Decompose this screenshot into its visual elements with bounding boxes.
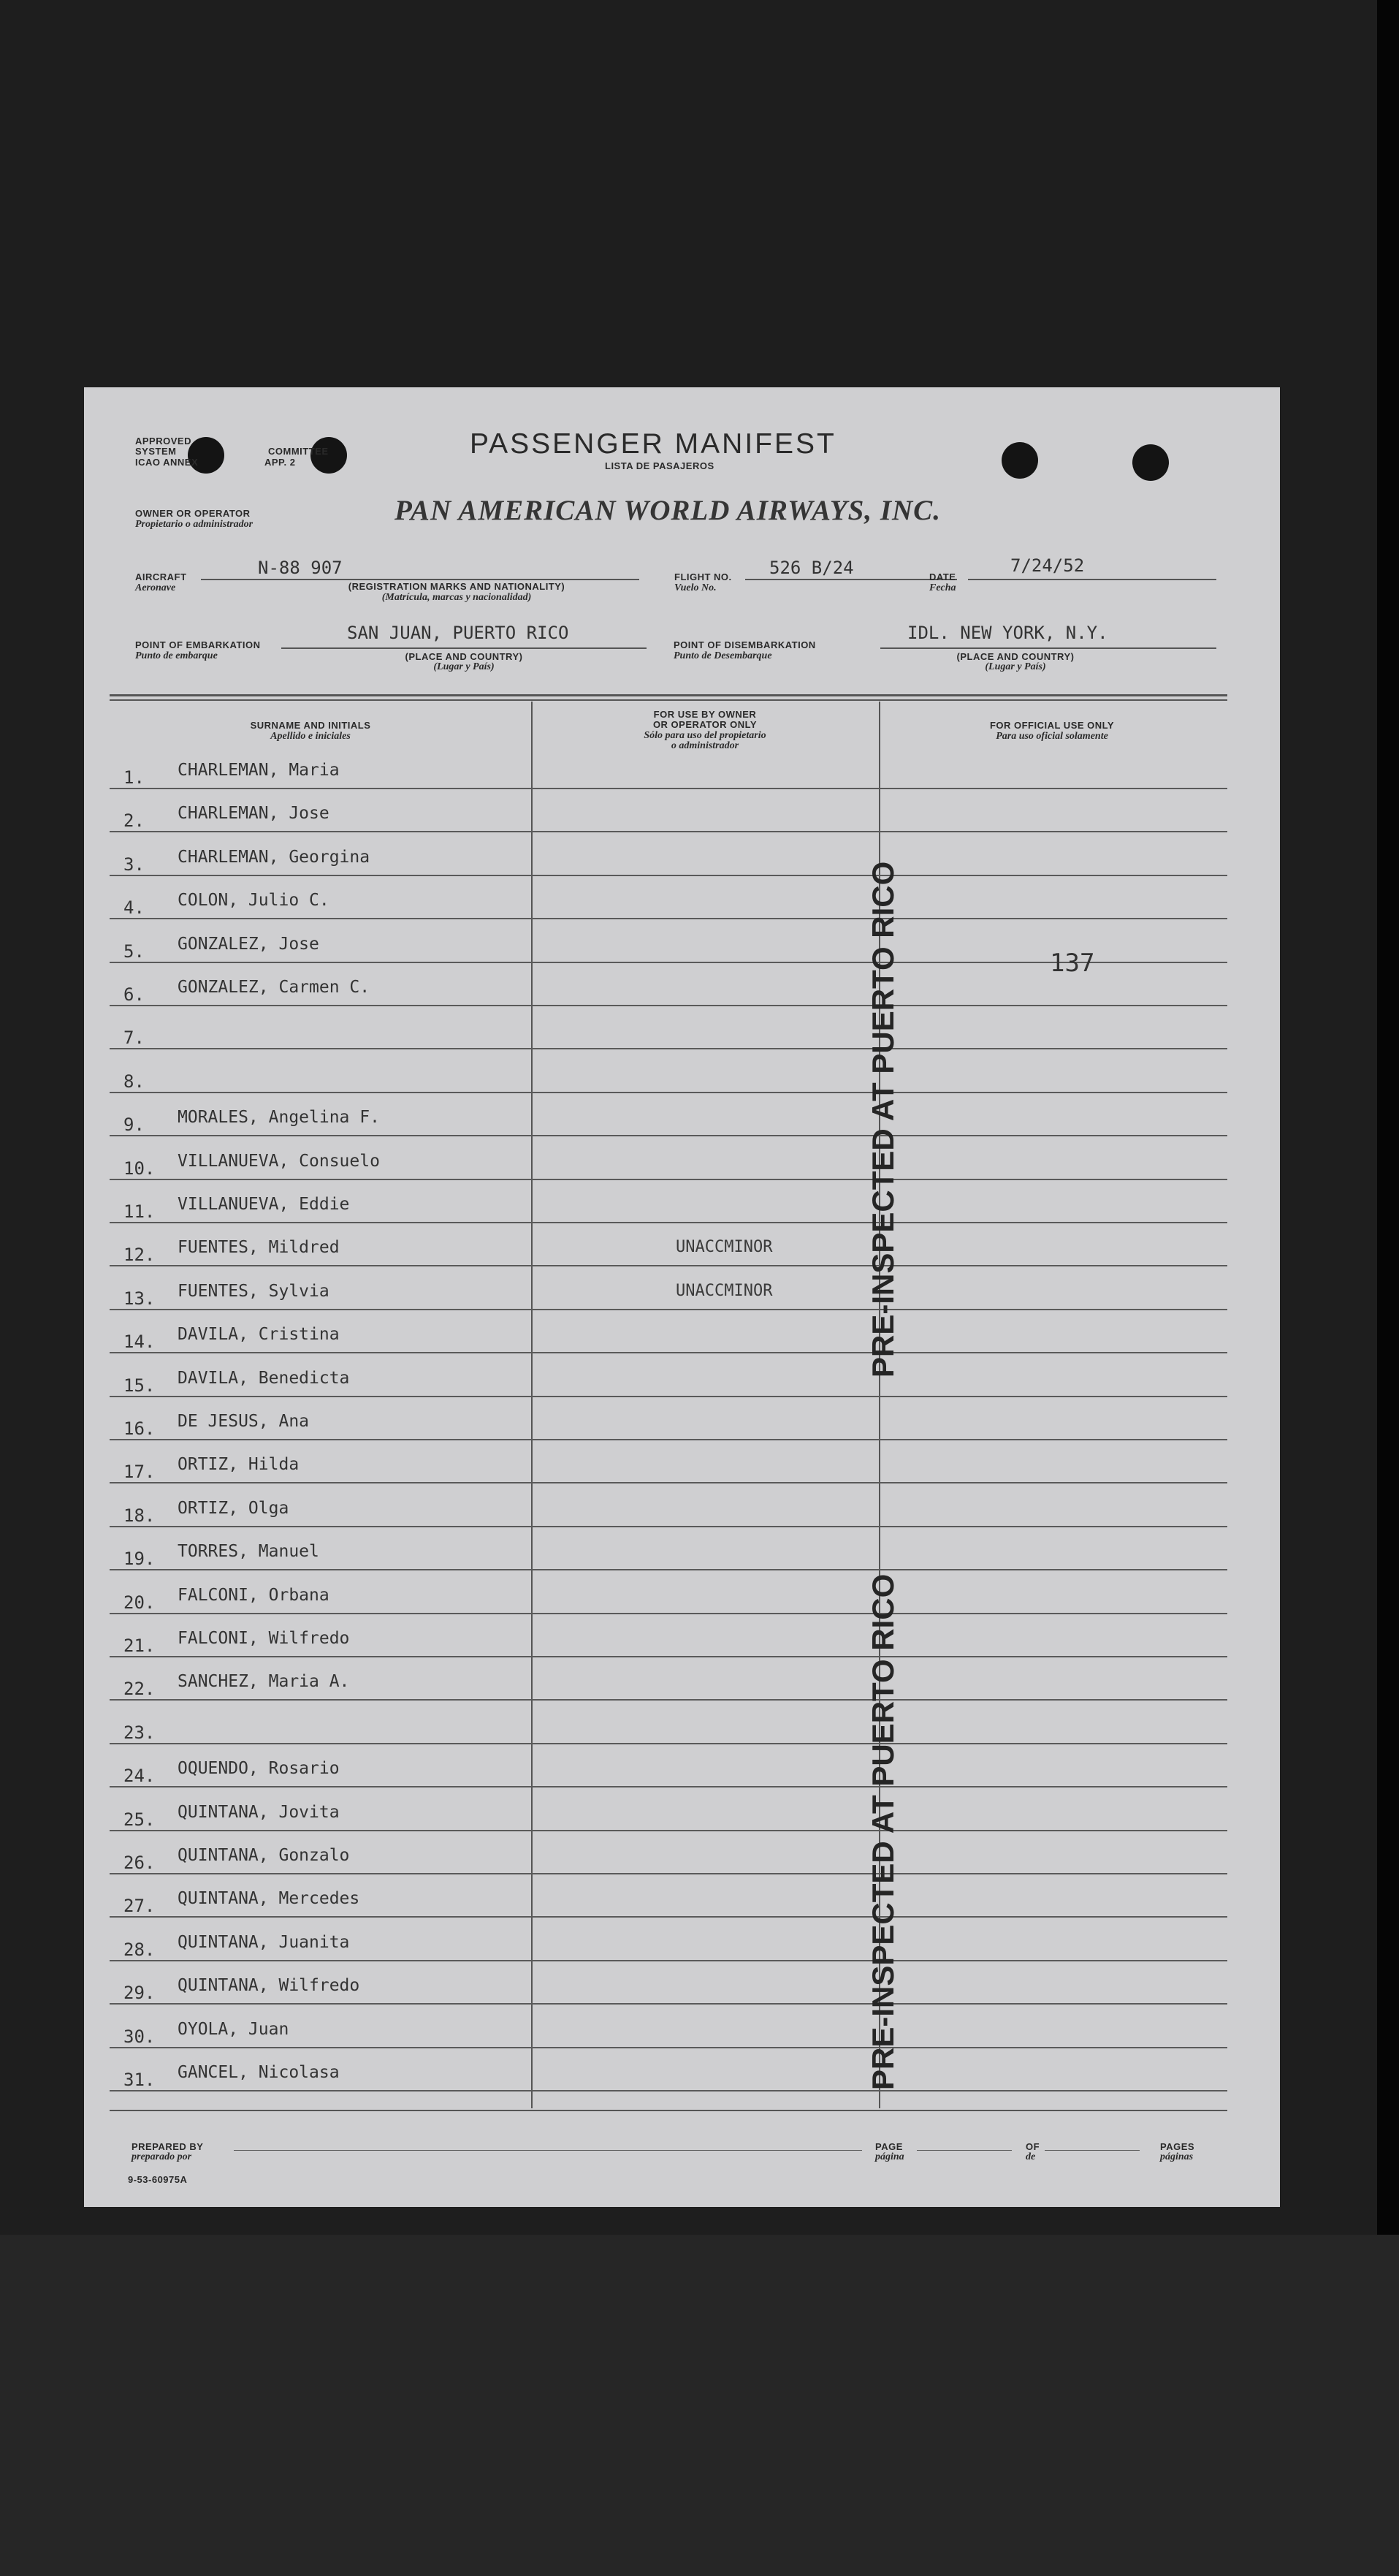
row-line — [110, 1526, 1227, 1527]
embarkation-label-es: Punto de embarque — [135, 650, 218, 661]
passenger-name: CHARLEMAN, Georgina — [178, 847, 370, 867]
registration-note-es: (Matrícula, marcas y nacionalidad) — [381, 592, 532, 603]
prepared-label-es: preparado por — [131, 2151, 192, 2162]
row-number: 3. — [123, 854, 145, 875]
registration-note: (REGISTRATION MARKS AND NATIONALITY) — [348, 581, 565, 592]
row-number: 23. — [123, 1722, 156, 1743]
approved-label: APPROVED — [135, 436, 191, 447]
row-number: 7. — [123, 1027, 145, 1049]
passenger-name: OYOLA, Juan — [178, 2019, 289, 2039]
airline-name: PAN AMERICAN WORLD AIRWAYS, INC. — [394, 495, 941, 526]
row-line — [110, 2090, 1227, 2091]
owner-header-es-2: o administrador — [671, 740, 739, 751]
row-number: 2. — [123, 810, 145, 832]
disembarkation-label: POINT OF DISEMBARKATION — [674, 639, 816, 650]
passenger-name: SANCHEZ, Maria A. — [178, 1672, 350, 1692]
date-label-es: Fecha — [929, 582, 956, 593]
row-number: 14. — [123, 1331, 156, 1353]
table-bottom-rule — [110, 2110, 1227, 2111]
row-number: 5. — [123, 941, 145, 962]
official-header-es: Para uso oficial solamente — [996, 731, 1108, 742]
passenger-name: TORRES, Manuel — [178, 1542, 319, 1562]
owner-header: FOR USE BY OWNER — [653, 709, 757, 720]
of-label: OF — [1026, 2141, 1040, 2152]
disembarkation-note-es: (Lugar y País) — [985, 661, 1046, 672]
row-line — [110, 1005, 1227, 1006]
page-label-es: página — [875, 2151, 904, 2162]
row-line — [110, 831, 1227, 832]
row-number: 30. — [123, 2026, 156, 2047]
of-line — [1045, 2150, 1140, 2151]
passenger-name: FUENTES, Mildred — [178, 1238, 340, 1258]
scan-background — [0, 2235, 1399, 2576]
passenger-name: MORALES, Angelina F. — [178, 1108, 380, 1128]
row-number: 27. — [123, 1896, 156, 1917]
page-title: PASSENGER MANIFEST — [470, 428, 836, 460]
aircraft-line — [201, 579, 639, 580]
flight-line — [745, 579, 957, 580]
row-number: 4. — [123, 897, 145, 919]
flight-label: FLIGHT NO. — [674, 571, 732, 582]
row-line — [110, 1265, 1227, 1266]
row-number: 13. — [123, 1288, 156, 1309]
row-line — [110, 1830, 1227, 1831]
disembarkation-line — [880, 647, 1216, 649]
passenger-name: QUINTANA, Juanita — [178, 1932, 350, 1952]
punch-hole — [1132, 444, 1169, 481]
row-number: 1. — [123, 767, 145, 788]
approved-annex: ICAO ANNEX — [135, 457, 199, 468]
row-line — [110, 1135, 1227, 1136]
owner-header-es: Sólo para uso del propietario — [644, 730, 766, 741]
row-number: 6. — [123, 984, 145, 1005]
embarkation-label: POINT OF EMBARKATION — [135, 639, 261, 650]
disembarkation-label-es: Punto de Desembarque — [674, 650, 772, 661]
passenger-name: CHARLEMAN, Maria — [178, 761, 340, 780]
row-number: 16. — [123, 1418, 156, 1439]
pre-inspected-stamp: PRE-INSPECTED AT PUERTO RICO — [866, 1573, 900, 2090]
prepared-label: PREPARED BY — [131, 2141, 204, 2152]
passenger-name: GANCEL, Nicolasa — [178, 2063, 340, 2082]
row-number: 10. — [123, 1158, 156, 1179]
row-line — [110, 1569, 1227, 1570]
passenger-name: DAVILA, Benedicta — [178, 1368, 350, 1388]
scan-edge — [1377, 0, 1399, 2576]
aircraft-value: N-88 907 — [258, 558, 343, 578]
approved-app: APP. 2 — [264, 457, 296, 468]
owner-header-2: OR OPERATOR ONLY — [652, 719, 758, 730]
passenger-name: ORTIZ, Hilda — [178, 1455, 300, 1475]
row-line — [110, 1048, 1227, 1049]
owner-label: OWNER OR OPERATOR — [135, 508, 251, 519]
row-number: 8. — [123, 1071, 145, 1092]
date-label: DATE — [929, 571, 956, 582]
row-line — [110, 1699, 1227, 1701]
form-number: 9-53-60975A — [128, 2174, 188, 2185]
row-line — [110, 1309, 1227, 1310]
passenger-name: QUINTANA, Wilfredo — [178, 1976, 360, 1996]
row-line — [110, 788, 1227, 789]
embarkation-value: SAN JUAN, PUERTO RICO — [347, 623, 569, 643]
row-line — [110, 1352, 1227, 1353]
row-number: 11. — [123, 1201, 156, 1222]
row-line — [110, 1482, 1227, 1483]
passenger-name: QUINTANA, Mercedes — [178, 1889, 360, 1909]
passenger-name: GONZALEZ, Carmen C. — [178, 978, 370, 997]
passenger-name: DAVILA, Cristina — [178, 1325, 340, 1345]
row-number: 20. — [123, 1592, 156, 1613]
passenger-name: GONZALEZ, Jose — [178, 934, 319, 954]
row-number: 9. — [123, 1114, 145, 1136]
passenger-name: FALCONI, Wilfredo — [178, 1629, 350, 1648]
aircraft-label-es: Aeronave — [135, 582, 176, 593]
row-number: 26. — [123, 1853, 156, 1873]
flight-value: 526 B/24 — [769, 558, 854, 578]
row-number: 28. — [123, 1939, 156, 1960]
passenger-name: ORTIZ, Olga — [178, 1498, 289, 1518]
page-subtitle: LISTA DE PASAJEROS — [605, 460, 714, 471]
row-number: 12. — [123, 1245, 156, 1266]
approved-committee: COMMITTEE — [268, 446, 329, 457]
row-line — [110, 918, 1227, 919]
prepared-line — [234, 2150, 862, 2151]
row-number: 31. — [123, 2070, 156, 2090]
passenger-name: QUINTANA, Jovita — [178, 1802, 340, 1822]
official-header: FOR OFFICIAL USE ONLY — [989, 720, 1115, 731]
approved-system: SYSTEM — [135, 446, 177, 457]
row-line — [110, 1613, 1227, 1614]
row-number: 15. — [123, 1375, 156, 1396]
operator-note: UNACCMINOR — [676, 1238, 773, 1257]
disembarkation-note: (PLACE AND COUNTRY) — [956, 651, 1075, 662]
row-number: 17. — [123, 1462, 156, 1483]
aircraft-label: AIRCRAFT — [135, 571, 187, 582]
table-top-rule-2 — [110, 699, 1227, 701]
surname-header-es: Apellido e iniciales — [270, 731, 351, 742]
page-label: PAGE — [875, 2141, 903, 2152]
row-line — [110, 2047, 1227, 2048]
row-number: 18. — [123, 1505, 156, 1526]
operator-note: UNACCMINOR — [676, 1281, 773, 1300]
row-line — [110, 1960, 1227, 1961]
row-line — [110, 1092, 1227, 1093]
passenger-name: QUINTANA, Gonzalo — [178, 1846, 350, 1865]
row-line — [110, 1439, 1227, 1440]
date-line — [968, 579, 1216, 580]
row-number: 19. — [123, 1549, 156, 1570]
row-line — [110, 2003, 1227, 2005]
pages-label: PAGES — [1160, 2141, 1195, 2152]
date-value: 7/24/52 — [1010, 555, 1085, 576]
pre-inspected-stamp: PRE-INSPECTED AT PUERTO RICO — [866, 861, 900, 1378]
embarkation-line — [281, 647, 647, 649]
of-label-es: de — [1026, 2151, 1036, 2162]
passenger-name: COLON, Julio C. — [178, 891, 329, 911]
passenger-name: CHARLEMAN, Jose — [178, 804, 329, 824]
passenger-name: VILLANUEVA, Consuelo — [178, 1151, 380, 1171]
row-number: 21. — [123, 1635, 156, 1656]
embarkation-note: (PLACE AND COUNTRY) — [405, 651, 523, 662]
page-line — [917, 2150, 1012, 2151]
row-line — [110, 1222, 1227, 1223]
passenger-name: DE JESUS, Ana — [178, 1412, 310, 1431]
disembarkation-value: IDL. NEW YORK, N.Y. — [907, 623, 1108, 643]
punch-hole — [188, 437, 224, 474]
passenger-name: VILLANUEVA, Eddie — [178, 1195, 350, 1214]
embarkation-note-es: (Lugar y País) — [433, 661, 495, 672]
row-number: 24. — [123, 1766, 156, 1787]
table-top-rule — [110, 694, 1227, 696]
row-line — [110, 1179, 1227, 1180]
flight-label-es: Vuelo No. — [674, 582, 717, 593]
row-number: 25. — [123, 1809, 156, 1830]
row-number: 22. — [123, 1679, 156, 1700]
passenger-name: OQUENDO, Rosario — [178, 1759, 340, 1779]
passenger-name: FUENTES, Sylvia — [178, 1281, 329, 1301]
row-line — [110, 1396, 1227, 1397]
manifest-sheet — [84, 387, 1280, 2207]
row-line — [110, 1786, 1227, 1787]
row-line — [110, 1916, 1227, 1918]
row-line — [110, 1873, 1227, 1874]
row-line — [110, 875, 1227, 876]
passenger-name: FALCONI, Orbana — [178, 1585, 329, 1605]
surname-header: SURNAME AND INITIALS — [250, 720, 371, 731]
official-number: 137 — [1050, 949, 1095, 978]
owner-label-es: Propietario o administrador — [135, 519, 254, 530]
row-number: 29. — [123, 1983, 156, 2004]
punch-hole — [1002, 442, 1038, 479]
column-divider-1 — [531, 702, 533, 2108]
row-line — [110, 1743, 1227, 1744]
row-line — [110, 1656, 1227, 1657]
pages-label-es: páginas — [1160, 2151, 1194, 2162]
